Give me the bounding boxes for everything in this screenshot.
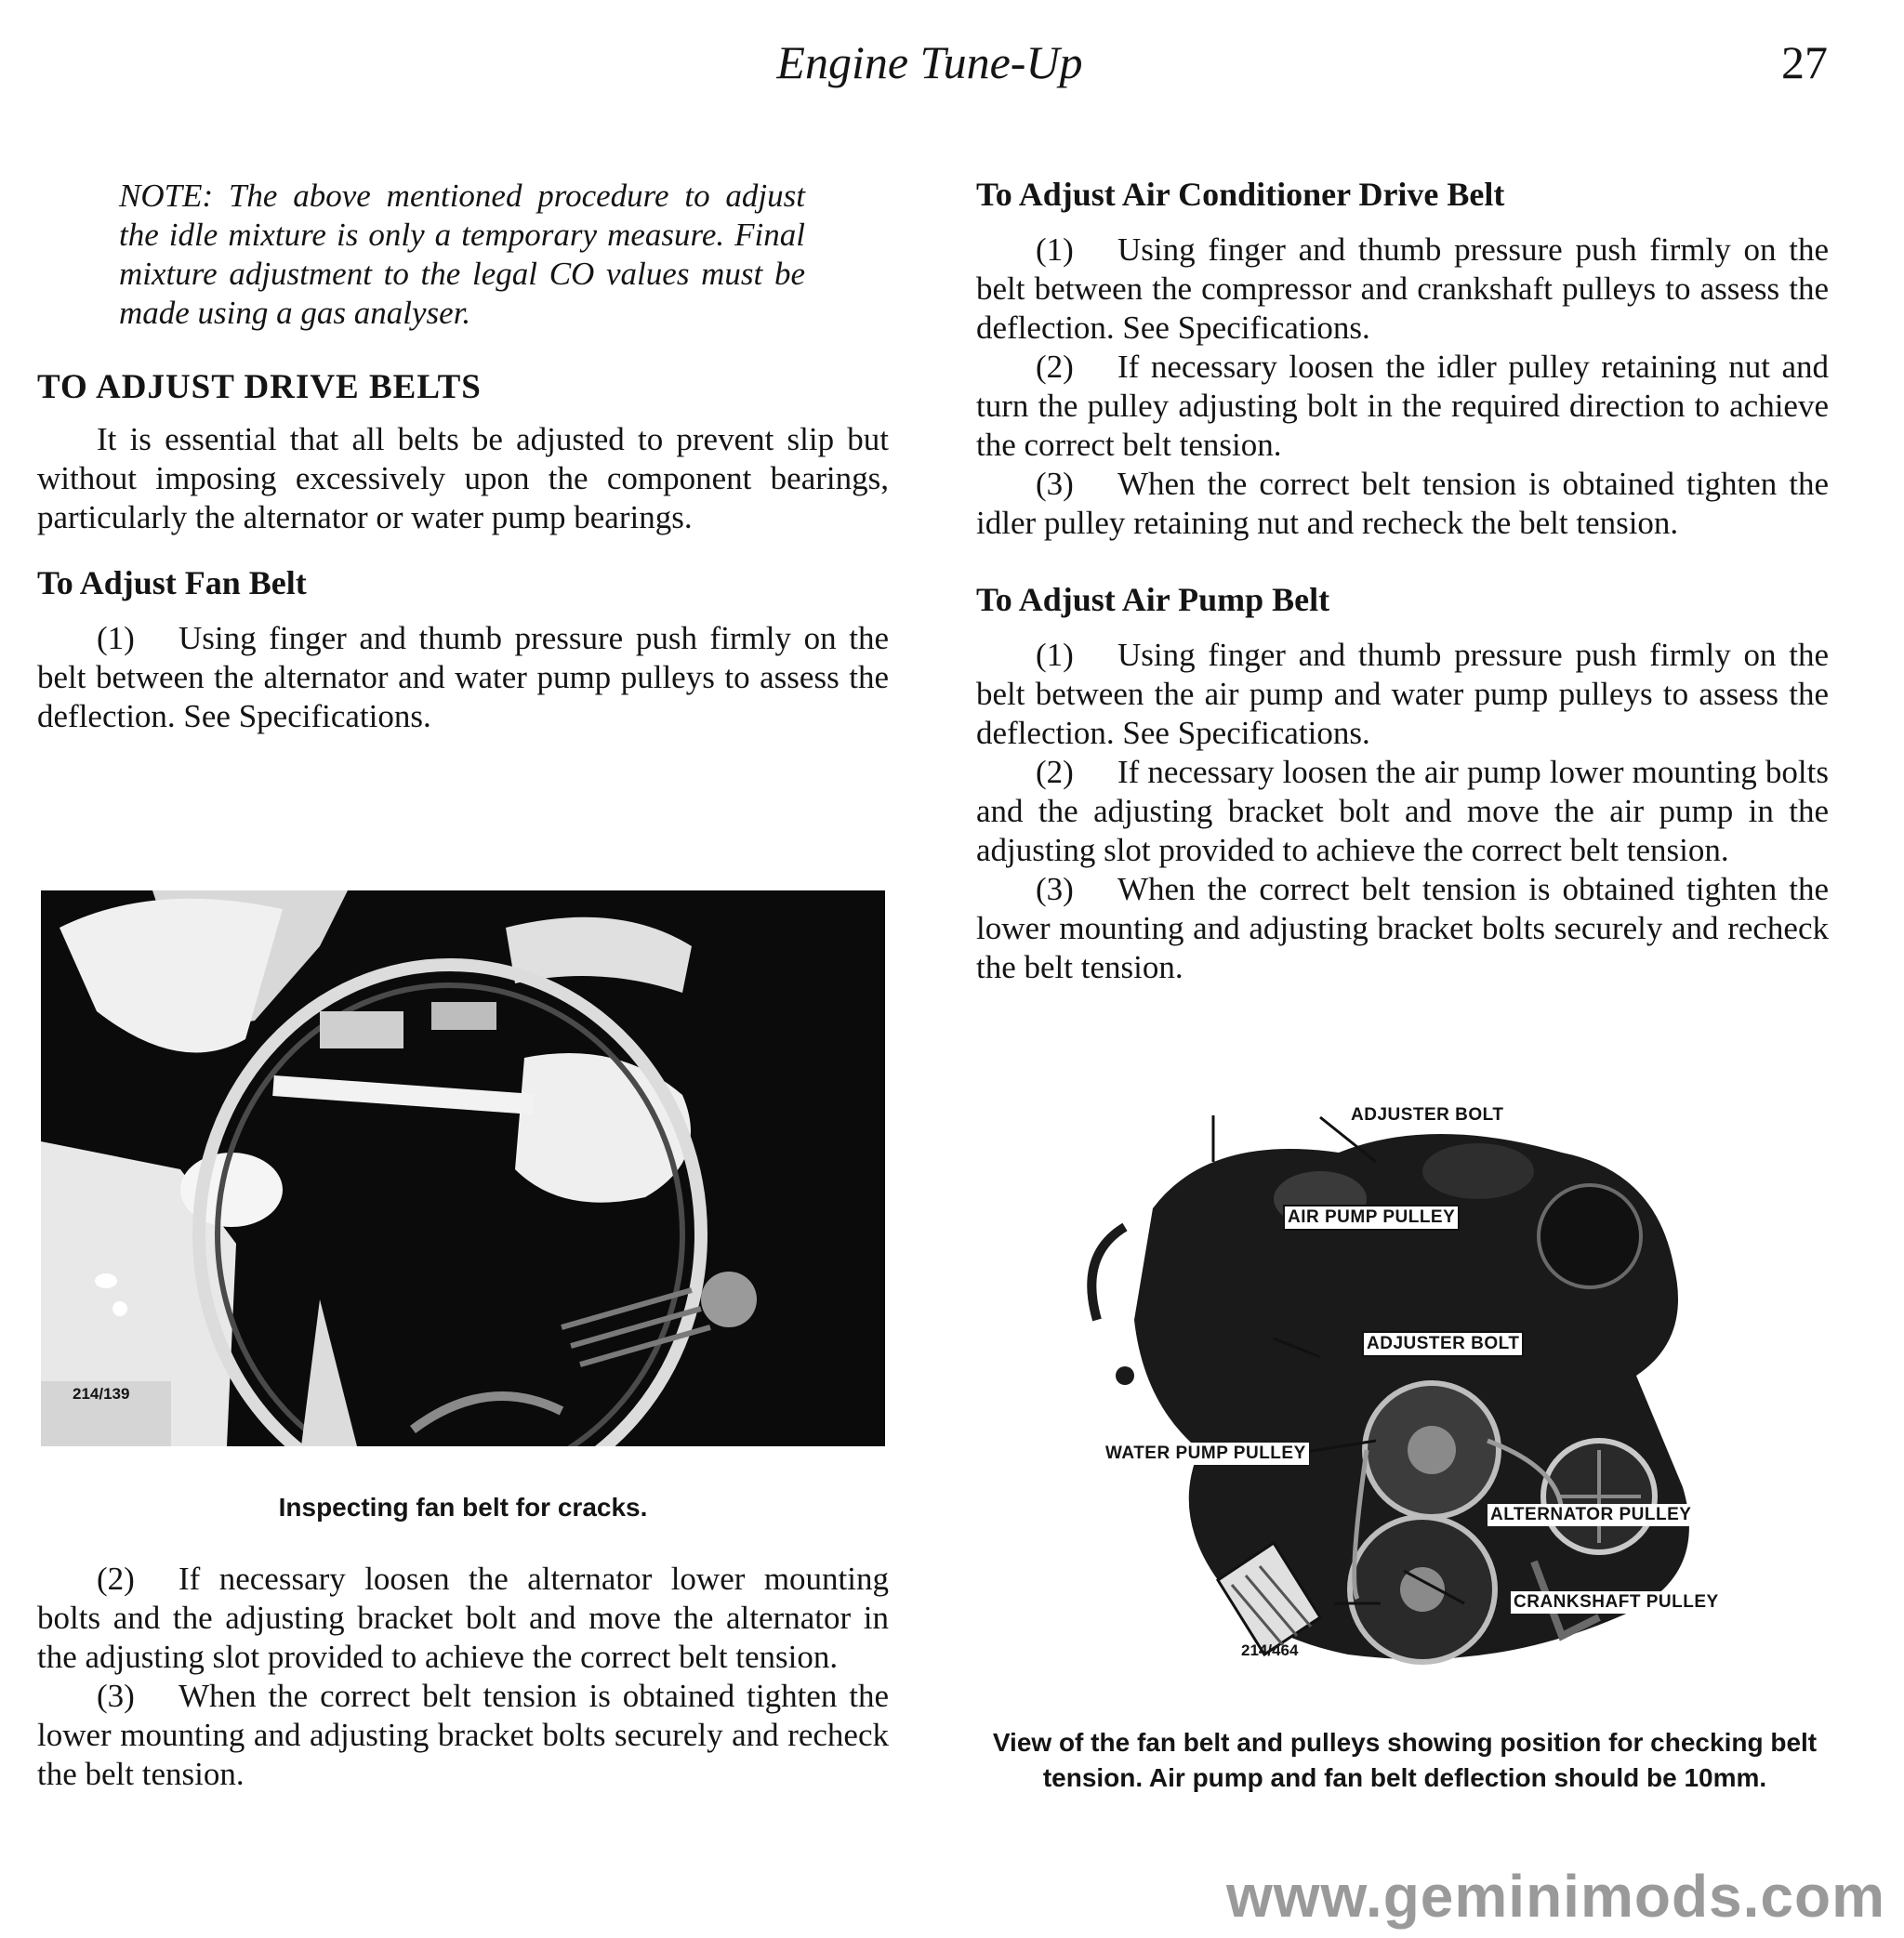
step-number: (1) bbox=[1036, 637, 1074, 673]
watermark: www.geminimods.com bbox=[1225, 1863, 1885, 1930]
subheading-fan-belt: To Adjust Fan Belt bbox=[37, 564, 307, 601]
ac-step-1 bbox=[976, 231, 1829, 348]
engine-pulley-diagram bbox=[1041, 1097, 1748, 1682]
diagram-caption: View of the fan belt and pulleys showing position for checking belt tension. Air pump and fan belt deflection should be 10mm. bbox=[992, 1728, 1818, 1792]
air-pump-step-3 bbox=[976, 870, 1829, 987]
step-number: (2) bbox=[1036, 349, 1074, 385]
fan-belt-inspection-photo bbox=[41, 890, 885, 1446]
fan-step-3 bbox=[37, 1677, 889, 1794]
label-alternator-pulley: ALTERNATOR PULLEY bbox=[1488, 1504, 1694, 1526]
step-text: If necessary loosen the alternator lower mounting bolts and the adjusting bracket bolt and move the alternator in the adjusting slot provided to achieve the correct belt tension. bbox=[37, 1561, 889, 1675]
fan-step-2 bbox=[37, 1560, 889, 1677]
label-adjuster-bolt-top: ADJUSTER BOLT bbox=[1348, 1104, 1506, 1127]
label-adjuster-bolt-mid: ADJUSTER BOLT bbox=[1362, 1331, 1524, 1357]
running-header: Engine Tune-Up bbox=[776, 36, 1083, 88]
step-number: (3) bbox=[97, 1678, 135, 1714]
photo-figure-number: 214/139 bbox=[73, 1385, 130, 1403]
fan-step-1 bbox=[37, 619, 889, 736]
page-number: 27 bbox=[1781, 36, 1828, 88]
step-number: (3) bbox=[1036, 871, 1074, 907]
step-number: (2) bbox=[1036, 754, 1074, 790]
air-pump-step-2 bbox=[976, 753, 1829, 870]
drive-belts-intro: It is essential that all belts be adjusted to prevent slip but without imposing excessively upon the component bearings, particularly the alternator or water pump bearings. bbox=[37, 421, 889, 535]
photo-illustration bbox=[41, 890, 885, 1446]
label-crankshaft-pulley: CRANKSHAFT PULLEY bbox=[1511, 1591, 1722, 1614]
section-heading-drive-belts: TO ADJUST DRIVE BELTS bbox=[37, 368, 482, 406]
step-text: Using finger and thumb pressure push firmly on the belt between the air pump and water pump pulleys to assess the deflection. See Specifications. bbox=[976, 637, 1829, 751]
step-text: If necessary loosen the idler pulley retaining nut and turn the pulley adjusting bolt in the required direction to achieve the correct belt tension. bbox=[976, 349, 1829, 463]
step-text: When the correct belt tension is obtained tighten the lower mounting and adjusting bracket bolts securely and recheck the belt tension. bbox=[37, 1678, 889, 1792]
left-column-bottom bbox=[37, 1560, 889, 1794]
step-text: When the correct belt tension is obtained tighten the lower mounting and adjusting bracket bolts securely and recheck the belt tension. bbox=[976, 871, 1829, 985]
label-air-pump-pulley: AIR PUMP PULLEY bbox=[1283, 1205, 1460, 1231]
step-text: Using finger and thumb pressure push firmly on the belt between the compressor and crankshaft pulleys to assess the deflection. See Specifications. bbox=[976, 231, 1829, 346]
step-text: If necessary loosen the air pump lower mounting bolts and the adjusting bracket bolt and move the air pump in the adjusting slot provided to achieve the correct belt tension. bbox=[976, 754, 1829, 868]
step-number: (1) bbox=[1036, 231, 1074, 268]
diagram-figure-number: 214/464 bbox=[1241, 1641, 1299, 1659]
photo-caption: Inspecting fan belt for cracks. bbox=[278, 1493, 648, 1522]
step-number: (2) bbox=[97, 1561, 135, 1597]
left-column-top bbox=[37, 177, 889, 736]
step-text: Using finger and thumb pressure push firmly on the belt between the alternator and water pump pulleys to assess the deflection. See Specifications. bbox=[37, 620, 889, 734]
subheading-ac-belt: To Adjust Air Conditioner Drive Belt bbox=[976, 176, 1505, 213]
subheading-air-pump-belt: To Adjust Air Pump Belt bbox=[976, 581, 1330, 618]
step-number: (1) bbox=[97, 620, 135, 656]
ac-step-3 bbox=[976, 465, 1829, 543]
ac-step-2 bbox=[976, 348, 1829, 465]
step-text: When the correct belt tension is obtained tighten the idler pulley retaining nut and recheck the belt tension. bbox=[976, 466, 1829, 541]
note-paragraph: NOTE: The above mentioned procedure to adjust the idle mixture is only a temporary measure. Final mixture adjustment to the legal CO values must be made using a gas analyser. bbox=[119, 178, 805, 331]
label-water-pump-pulley: WATER PUMP PULLEY bbox=[1103, 1443, 1309, 1465]
right-column bbox=[976, 175, 1829, 987]
step-number: (3) bbox=[1036, 466, 1074, 502]
air-pump-step-1 bbox=[976, 636, 1829, 753]
